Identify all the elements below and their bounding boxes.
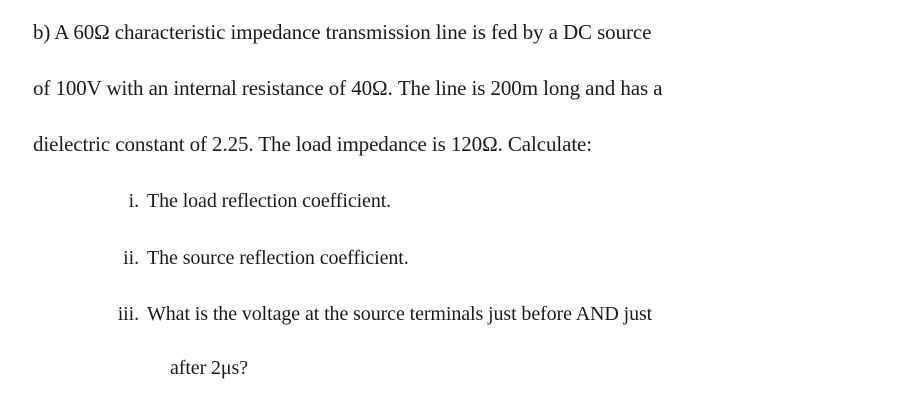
list-item-ii <box>123 246 409 270</box>
list-item-iii-continuation: after 2μs? <box>170 357 249 379</box>
list-item-iii <box>117 302 653 326</box>
question-line-3: dielectric constant of 2.25. The load impedance is 120Ω. Calculate: <box>33 132 593 156</box>
question-line-1: b) A 60Ω characteristic impedance transmission line is fed by a DC source <box>33 20 652 44</box>
list-marker: iii. <box>117 303 139 325</box>
question-line-2: of 100V with an internal resistance of 40Ω. The line is 200m long and has a <box>33 76 663 100</box>
list-item-text: The source reflection coefficient. <box>147 247 409 269</box>
list-item-i <box>128 189 392 213</box>
list-marker: i. <box>128 190 139 212</box>
list-item-text: The load reflection coefficient. <box>147 190 392 212</box>
list-item-text: What is the voltage at the source terminals just before AND just <box>147 303 653 325</box>
list-marker: ii. <box>123 247 139 269</box>
